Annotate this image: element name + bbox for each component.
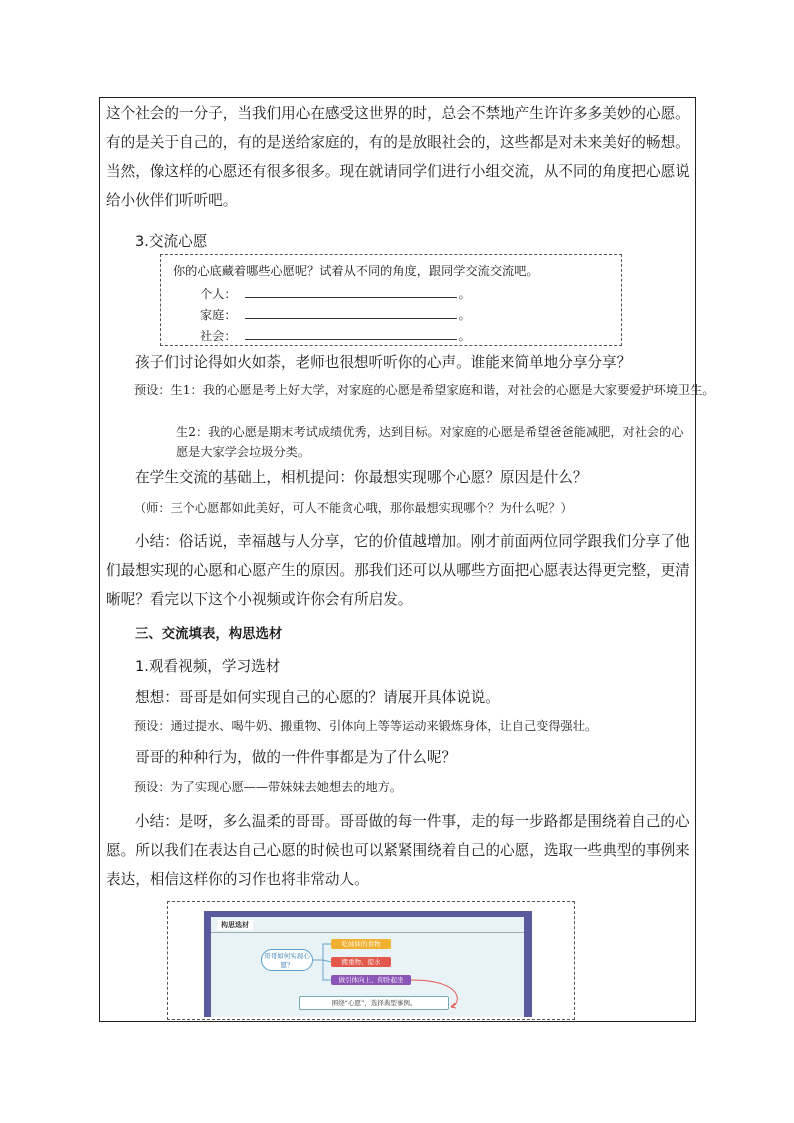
wish-form-society — [200, 327, 471, 344]
society-blank — [245, 327, 457, 340]
preset-3: 预设：为了实现心愿——带妹妹去她想去的地方。 — [134, 780, 403, 794]
paragraph-question: 在学生交流的基础上，相机提问：你最想实现哪个心愿？原因是什么？ — [135, 469, 588, 486]
slide-image — [204, 911, 532, 1017]
preset-1b-text: 生2：我的心愿是期末考试成绩优秀，达到目标。对家庭的心愿是希望爸爸能减肥，对社会的心愿是大家学会垃圾分类。 — [176, 425, 684, 459]
wish-form-prompt: 你的心底藏着哪些心愿呢？试着从不同的角度，跟同学交流交流吧。 — [173, 264, 539, 278]
personal-blank — [245, 285, 457, 298]
slide-item-2: 搬重物、提水 — [331, 957, 391, 967]
teacher-note: （师：三个心愿都如此美好，可人不能贪心哦，那你最想实现哪个？为什么呢？） — [134, 501, 573, 515]
brother-question: 哥哥的种种行为，做的一件件事都是为了什么呢？ — [135, 749, 457, 766]
summary-2: 小结：是呀，多么温柔的哥哥。哥哥做的每一件事，走的每一步路都是围绕着自己的心愿。所以我们在表达自己心愿的时候也可以紧紧围绕着自己的心愿，选取一些典型的事例来表达，相信这样你的习作也将非常动人。 — [106, 813, 690, 888]
family-period: 。 — [458, 308, 471, 322]
section-3-heading: 三、交流填表，构思选材 — [135, 627, 283, 642]
slide-content — [211, 917, 524, 1017]
slide-item-3: 做引体向上、仰卧起坐 — [331, 975, 411, 985]
step-3-heading: 3.交流心愿 — [135, 233, 208, 250]
preset-2: 预设：通过提水、喝牛奶、搬重物、引体向上等等运动来锻炼身体，让自己变得强壮。 — [134, 719, 598, 733]
slide-center-question: 哥哥如何实现心愿？ — [261, 949, 313, 971]
paragraph-intro: 这个社会的一分子，当我们用心在感受这世界的时，总会不禁地产生许许多多美妙的心愿。有的是关于自己的，有的是送给家庭的，有的是放眼社会的，这些都是对未来美好的畅想。当然，像这样的心愿还有很多很多。现在就请同学们进行小组交流，从不同的角度把心愿说给小伙伴们听听吧。 — [106, 105, 690, 209]
slide-item-1: 吃妹妹的食物 — [331, 939, 391, 949]
slide-summary: 围绕“心愿”，选择典型事例。 — [299, 996, 449, 1010]
wish-form-personal — [200, 285, 471, 302]
personal-label: 个人： — [200, 287, 237, 301]
wish-form-family — [200, 306, 471, 323]
preset-1b — [176, 422, 688, 462]
family-label: 家庭： — [200, 308, 237, 322]
step-1-heading: 1.观看视频，学习选材 — [135, 658, 281, 675]
slide-tag: 构思选材 — [217, 920, 253, 930]
summary-1: 小结：俗话说，幸福越与人分享，它的价值越增加。刚才前面两位同学跟我们分享了他们最想实现的心愿和心愿产生的原因。那我们还可以从哪些方面把心愿表达得更完整，更清晰呢？看完以下这个小视频或许你会有所启发。 — [106, 533, 690, 608]
think-prompt: 想想：哥哥是如何实现自己的心愿的？请展开具体说说。 — [135, 689, 500, 706]
preset-1a: 预设：生1：我的心愿是考上好大学，对家庭的心愿是希望家庭和谐，对社会的心愿是大家要爱护环境卫生。 — [134, 383, 715, 397]
personal-period: 。 — [458, 287, 471, 301]
family-blank — [245, 306, 457, 319]
society-label: 社会： — [200, 329, 237, 343]
paragraph-share: 孩子们讨论得如火如荼，老师也很想听听你的心声。谁能来简单地分享分享？ — [135, 354, 632, 371]
society-period: 。 — [458, 329, 471, 343]
